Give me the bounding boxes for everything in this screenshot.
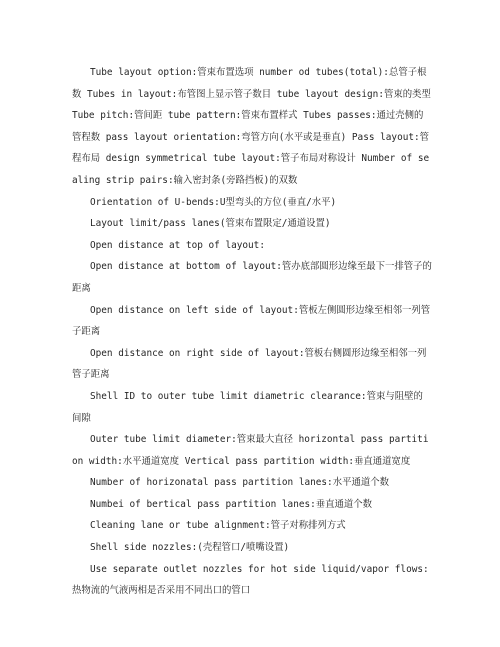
paragraph-u-bend-orientation: Orientation of U-bends:U型弯头的方位(垂直/水平) <box>90 196 337 208</box>
paragraph-separate-outlet-nozzles: Use separate outlet nozzles for hot side liquid/vapor flows:热物流的气液两相是否采用不同出口的管口 <box>72 563 429 597</box>
paragraph-shell-clearance: Shell ID to outer tube limit diametric clearance:管束与阻壁的间隙 <box>72 390 423 424</box>
paragraph-shell-side-nozzles: Shell side nozzles:(壳程管口/喷嘴设置) <box>90 542 290 554</box>
paragraph-open-distance-bottom: Open distance at bottom of layout:管办底部圆形边缘至最下一排管子的距离 <box>72 261 432 294</box>
paragraph-horizontal-lanes: Number of horizonatal pass partition lanes:水平通道个数 <box>90 477 389 489</box>
paragraph-vertical-lanes: Numbei of bertical pass partition lanes:垂直通道个数 <box>90 498 373 510</box>
paragraph-tube-layout-options: Tube layout option:管束布置选项 number od tubes(total):总管子根数 Tubes in layout:布管图上显示管子数目 tube layout design:管束的类型 Tube pitch:管间距 tube pattern:管束布置样式 Tubes passes:通过壳侧的管程数 pass layout orientation:弯管方向(水平或是垂直) Pass layout:管程布局 design symmetrical tube layout:管子布局对称设计 Number of sealing strip pairs:输入密封条(旁路挡板)的双数 <box>72 67 431 186</box>
document-body <box>72 62 432 602</box>
paragraph-open-distance-top: Open distance at top of layout: <box>90 239 265 251</box>
paragraph-open-distance-left: Open distance on left side of layout:管板左侧圆形边缘至相邻一列管子距离 <box>72 304 431 338</box>
paragraph-open-distance-right: Open distance on right side of layout:管板右侧圆形边缘至相邻一列管子距离 <box>72 347 427 381</box>
paragraph-outer-tube-limit: Outer tube limit diameter:管束最大直径 horizontal pass partition width:水平通道宽度 Vertical pass partition width:垂直通道宽度 <box>72 434 429 467</box>
paragraph-layout-limit: Layout limit/pass lanes(管束布置限定/通道设置) <box>90 218 331 230</box>
paragraph-cleaning-lane: Cleaning lane or tube alignment:管子对称排列方式 <box>90 520 346 532</box>
